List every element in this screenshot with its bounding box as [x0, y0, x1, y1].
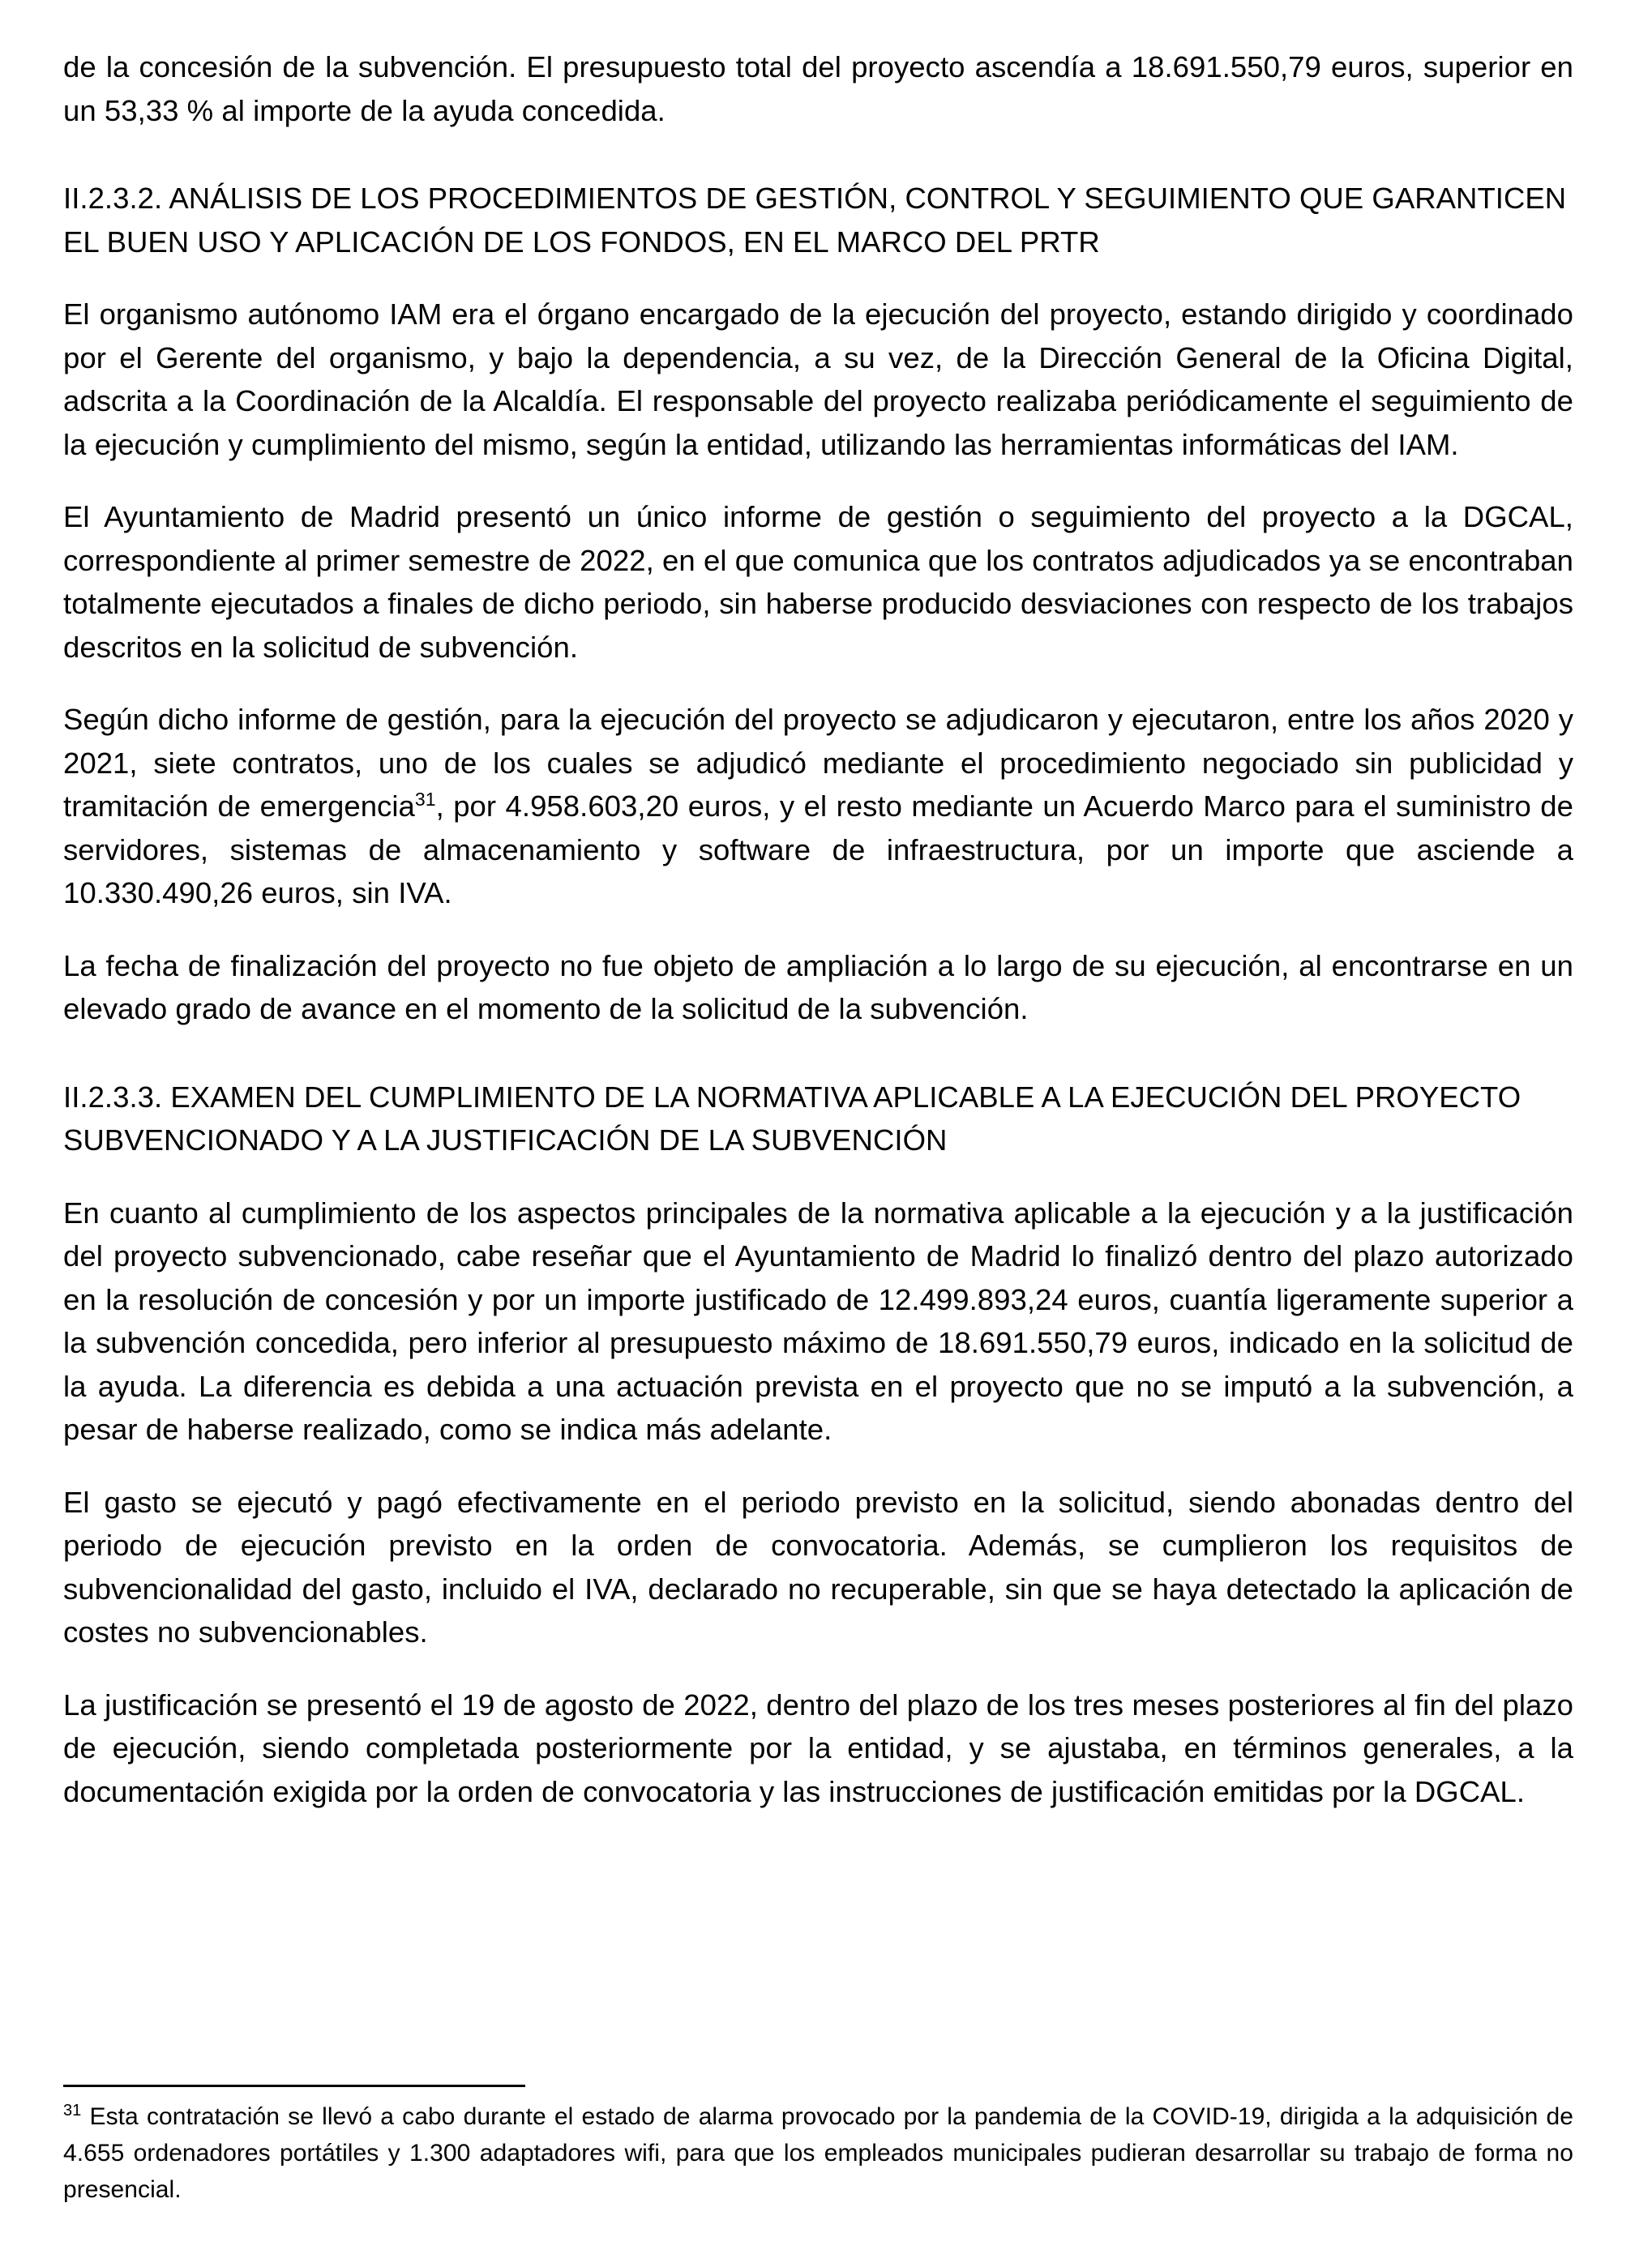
footnote-reference-31[interactable]: 31	[414, 788, 436, 810]
page-content	[63, 45, 1573, 1813]
footnote-number-31: 31	[63, 2102, 82, 2120]
paragraph-contratos-adjudicados	[63, 698, 1573, 915]
footnote-text-31: Esta contratación se llevó a cabo durante el estado de alarma provocado por la pandemia de la COVID-19, dirigida a la adquisición de 4.655 ordenadores portátiles y 1.300 adaptadores wifi, para que los empleados municipales pudieran desarrollar su trabajo de forma no presencial.	[63, 2103, 1574, 2203]
footnote-item-31	[63, 2098, 1573, 2208]
section-heading-ii-2-3-2: II.2.3.2. ANÁLISIS DE LOS PROCEDIMIENTOS DE GESTIÓN, CONTROL Y SEGUIMIENTO QUE GARANTICEN EL BUEN USO Y APLICACIÓN DE LOS FONDOS, EN EL MARCO DEL PRTR	[63, 182, 1567, 259]
footnote-separator-rule	[63, 2085, 525, 2087]
paragraph-fecha-finalizacion: La fecha de finalización del proyecto no fue objeto de ampliación a lo largo de su ejecución, al encontrarse en un elevado grado de avance en el momento de la solicitud de la subvención.	[63, 948, 1573, 1025]
paragraph-gasto-ejecutado: El gasto se ejecutó y pagó efectivamente en el periodo previsto en la solicitud, siendo abonadas dentro del periodo de ejecución previsto en la orden de convocatoria. Además, se cumplieron los requisitos de subvencionalidad del gasto, incluido el IVA, declarado no recuperable, sin que se haya detectado la aplicación de costes no subvencionables.	[63, 1485, 1573, 1649]
paragraph-organismo-autonomo-iam: El organismo autónomo IAM era el órgano encargado de la ejecución del proyecto, estando dirigido y coordinado por el Gerente del organismo, y bajo la dependencia, a su vez, de la Dirección General de la Oficina Digital, adscrita a la Coordinación de la Alcaldía. El responsable del proyecto realizaba periódicamente el seguimiento de la ejecución y cumplimiento del mismo, según la entidad, utilizando las herramientas informáticas del IAM.	[63, 297, 1573, 461]
heading-spacer-2	[63, 1060, 1573, 1076]
section-heading-ii-2-3-3: II.2.3.3. EXAMEN DEL CUMPLIMIENTO DE LA NORMATIVA APLICABLE A LA EJECUCIÓN DEL PROYECTO SUBVENCIONADO Y A LA JUSTIFICACIÓN DE LA SUBVENCIÓN	[63, 1080, 1521, 1157]
paragraph-continued-budget: de la concesión de la subvención. El presupuesto total del proyecto ascendía a 18.691.550,79 euros, superior en un 53,33 % al importe de la ayuda concedida.	[63, 50, 1573, 127]
paragraph-contratos-text-before-footnote: Según dicho informe de gestión, para la ejecución del proyecto se adjudicaron y ejecutaron, entre los años 2020 y 2021, siete contratos, uno de los cuales se adjudicó mediante el procedimiento negociado sin publicidad y tramitación de emergencia	[63, 703, 1573, 823]
paragraph-justificacion-presentada: La justificación se presentó el 19 de agosto de 2022, dentro del plazo de los tres meses posteriores al fin del plazo de ejecución, siendo completada posteriormente por la entidad, y se ajustaba, en términos generales, a la documentación exigida por la orden de convocatoria y las instrucciones de justificación emitidas por la DGCAL.	[63, 1688, 1573, 1808]
paragraph-cumplimiento-normativa: En cuanto al cumplimiento de los aspectos principales de la normativa aplicable a la ejecución y a la justificación del proyecto subvencionado, cabe reseñar que el Ayuntamiento de Madrid lo finalizó dentro del plazo autorizado en la resolución de concesión y por un importe justificado de 12.499.893,24 euros, cuantía ligeramente superior a la subvención concedida, pero inferior al presupuesto máximo de 18.691.550,79 euros, indicado en la solicitud de la ayuda. La diferencia es debida a una actuación prevista en el proyecto que no se imputó a la subvención, a pesar de haberse realizado, como se indica más adelante.	[63, 1196, 1573, 1446]
heading-spacer	[63, 161, 1573, 177]
paragraph-informe-gestion-dgcal: El Ayuntamiento de Madrid presentó un único informe de gestión o seguimiento del proyecto a la DGCAL, correspondiente al primer semestre de 2022, en el que comunica que los contratos adjudicados ya se encontraban totalmente ejecutados a finales de dicho periodo, sin haberse producido desviaciones con respecto de los trabajos descritos en la solicitud de subvención.	[63, 500, 1573, 664]
footnote-area	[63, 2085, 1573, 2208]
paragraph-contratos-text-after-footnote: , por 4.958.603,20 euros, y el resto mediante un Acuerdo Marco para el suministro de servidores, sistemas de almacenamiento y software de infraestructura, por un importe que asciende a 10.330.490,26 euros, sin IVA.	[63, 789, 1574, 909]
